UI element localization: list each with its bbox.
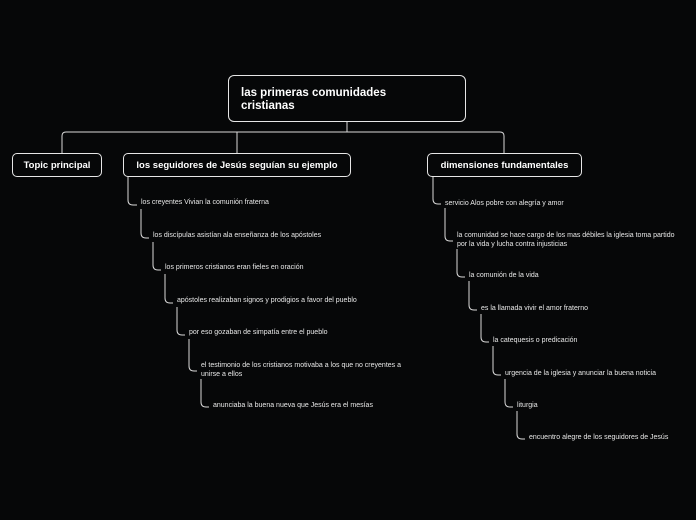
- dimensiones-leaf-4[interactable]: es la llamada vivir el amor fraterno: [481, 305, 588, 312]
- topic-principal-label: Topic principal: [23, 159, 91, 171]
- topic-principal-node[interactable]: [12, 153, 102, 177]
- root-title: las primeras comunidades cristianas: [241, 86, 387, 112]
- dimensiones-leaf-5[interactable]: la catequesis o predicación: [493, 337, 578, 344]
- seguidores-label: los seguidores de Jesús seguían su ejemplo: [136, 159, 338, 171]
- dimensiones-leaf-6[interactable]: urgencia de la iglesia y anunciar la buena noticia: [505, 370, 656, 377]
- dimensiones-leaf-7[interactable]: liturgia: [517, 402, 538, 409]
- dimensiones-label: dimensiones fundamentales: [440, 159, 569, 171]
- seguidores-leaf-6[interactable]: el testimonio de los cristianos motivaba a los que no creyentes a unirse a ellos: [201, 362, 401, 378]
- dimensiones-leaf-1[interactable]: servicio Alos pobre con alegría y amor: [445, 200, 564, 207]
- dimensiones-leaf-2[interactable]: la comunidad se hace cargo de los mas débiles la iglesia toma partido por la vida y lucha contra injusticias: [457, 232, 675, 248]
- seguidores-leaf-5[interactable]: por eso gozaban de simpatía entre el pueblo: [189, 329, 328, 336]
- root-node[interactable]: [228, 75, 466, 122]
- dimensiones-leaf-3[interactable]: la comunión de la vida: [469, 272, 539, 279]
- dimensiones-leaf-8[interactable]: encuentro alegre de los seguidores de Jesús: [529, 434, 669, 441]
- seguidores-leaf-3[interactable]: los primeros cristianos eran fieles en oración: [165, 264, 304, 271]
- seguidores-node[interactable]: [123, 153, 351, 177]
- seguidores-leaf-2[interactable]: los discípulas asistían ala enseñanza de los apóstoles: [153, 232, 322, 239]
- dimensiones-node[interactable]: [427, 153, 582, 177]
- seguidores-leaf-4[interactable]: apóstoles realizaban signos y prodigios a favor del pueblo: [177, 297, 357, 304]
- seguidores-leaf-7[interactable]: anunciaba la buena nueva que Jesús era el mesías: [213, 402, 373, 409]
- seguidores-leaf-1[interactable]: los creyentes Vivian la comunión fraterna: [141, 199, 269, 206]
